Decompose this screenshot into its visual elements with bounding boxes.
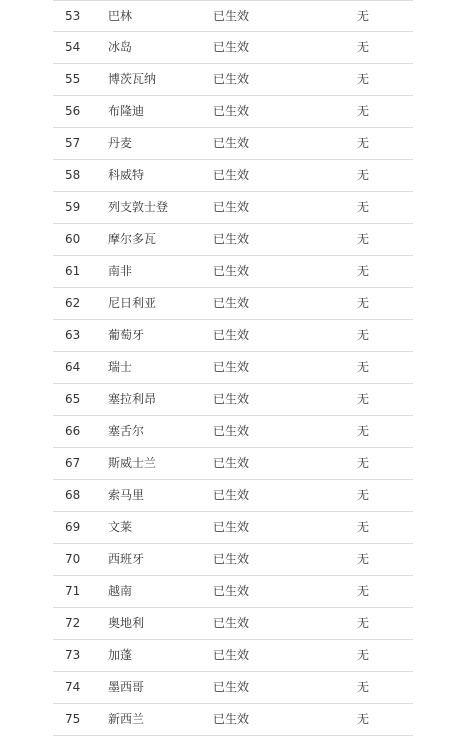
- remark-text: 无: [357, 584, 370, 598]
- row-number: 59: [65, 200, 81, 214]
- row-number: 64: [65, 360, 81, 374]
- row-number: 66: [65, 424, 81, 438]
- country-name: 加蓬: [108, 648, 133, 662]
- table-row: [53, 544, 413, 576]
- country-name: 墨西哥: [108, 680, 145, 694]
- remark-text: 无: [357, 40, 370, 54]
- row-number: 73: [65, 648, 81, 662]
- remark-text: 无: [357, 424, 370, 438]
- remark-text: 无: [357, 360, 370, 374]
- remark-text: 无: [357, 296, 370, 310]
- country-name: 博茨瓦纳: [108, 72, 157, 86]
- remark-text: 无: [357, 136, 370, 150]
- row-number: 68: [65, 488, 81, 502]
- country-name: 塞舌尔: [108, 424, 145, 438]
- country-name: 布隆迪: [108, 104, 145, 118]
- status-text: 已生效: [213, 328, 250, 342]
- table-row: [53, 512, 413, 544]
- row-number: 71: [65, 584, 81, 598]
- country-name: 索马里: [108, 488, 145, 502]
- remark-text: 无: [357, 200, 370, 214]
- status-text: 已生效: [213, 168, 250, 182]
- status-text: 已生效: [213, 360, 250, 374]
- status-text: 已生效: [213, 584, 250, 598]
- status-text: 已生效: [213, 136, 250, 150]
- remark-text: 无: [357, 72, 370, 86]
- remark-text: 无: [357, 328, 370, 342]
- status-text: 已生效: [213, 40, 250, 54]
- row-number: 54: [65, 40, 81, 54]
- table-row: [53, 64, 413, 96]
- table-row: [53, 448, 413, 480]
- row-number: 63: [65, 328, 81, 342]
- remark-text: 无: [357, 520, 370, 534]
- country-name: 瑞士: [108, 360, 133, 374]
- row-number: 69: [65, 520, 81, 534]
- row-number: 62: [65, 296, 81, 310]
- row-number: 70: [65, 552, 81, 566]
- country-name: 尼日利亚: [108, 296, 157, 310]
- remark-text: 无: [357, 552, 370, 566]
- row-number: 57: [65, 136, 81, 150]
- status-text: 已生效: [213, 616, 250, 630]
- status-text: 已生效: [213, 104, 250, 118]
- table-row: [53, 224, 413, 256]
- row-number: 61: [65, 264, 81, 278]
- status-text: 已生效: [213, 520, 250, 534]
- row-number: 72: [65, 616, 81, 630]
- country-name: 奥地利: [108, 616, 145, 630]
- status-text: 已生效: [213, 232, 250, 246]
- row-number: 60: [65, 232, 81, 246]
- table-row: [53, 416, 413, 448]
- country-name: 冰岛: [108, 40, 133, 54]
- table-row: [53, 288, 413, 320]
- row-number: 75: [65, 712, 81, 726]
- country-name: 新西兰: [108, 712, 145, 726]
- country-name: 文莱: [108, 520, 133, 534]
- status-text: 已生效: [213, 456, 250, 470]
- country-name: 塞拉利昂: [108, 392, 157, 406]
- country-name: 斯威士兰: [108, 456, 157, 470]
- table-row: [53, 0, 413, 32]
- row-number: 58: [65, 168, 81, 182]
- table-row: [53, 576, 413, 608]
- remark-text: 无: [357, 168, 370, 182]
- remark-text: 无: [357, 232, 370, 246]
- agreements-table: [53, 0, 413, 736]
- status-text: 已生效: [213, 648, 250, 662]
- remark-text: 无: [357, 712, 370, 726]
- country-name: 南非: [108, 264, 133, 278]
- remark-text: 无: [357, 648, 370, 662]
- country-name: 巴林: [108, 9, 133, 23]
- table-row: [53, 128, 413, 160]
- country-name: 摩尔多瓦: [108, 232, 157, 246]
- status-text: 已生效: [213, 200, 250, 214]
- row-number: 55: [65, 72, 81, 86]
- row-number: 65: [65, 392, 81, 406]
- country-name: 越南: [108, 584, 133, 598]
- row-number: 74: [65, 680, 81, 694]
- remark-text: 无: [357, 264, 370, 278]
- remark-text: 无: [357, 104, 370, 118]
- table-row: [53, 320, 413, 352]
- country-name: 列支敦士登: [108, 200, 169, 214]
- country-name: 科威特: [108, 168, 145, 182]
- row-number: 56: [65, 104, 81, 118]
- remark-text: 无: [357, 488, 370, 502]
- table-row: [53, 672, 413, 704]
- status-text: 已生效: [213, 424, 250, 438]
- table-row: [53, 96, 413, 128]
- remark-text: 无: [357, 616, 370, 630]
- row-number: 67: [65, 456, 81, 470]
- status-text: 已生效: [213, 552, 250, 566]
- table-row: [53, 32, 413, 64]
- country-name: 葡萄牙: [108, 328, 145, 342]
- status-text: 已生效: [213, 72, 250, 86]
- remark-text: 无: [357, 9, 370, 23]
- country-name: 丹麦: [108, 136, 133, 150]
- table-row: [53, 704, 413, 736]
- remark-text: 无: [357, 680, 370, 694]
- status-text: 已生效: [213, 712, 250, 726]
- status-text: 已生效: [213, 488, 250, 502]
- table-row: [53, 160, 413, 192]
- table-row: [53, 256, 413, 288]
- status-text: 已生效: [213, 9, 250, 23]
- table-row: [53, 352, 413, 384]
- table-row: [53, 640, 413, 672]
- remark-text: 无: [357, 456, 370, 470]
- status-text: 已生效: [213, 680, 250, 694]
- table-row: [53, 192, 413, 224]
- status-text: 已生效: [213, 296, 250, 310]
- remark-text: 无: [357, 392, 370, 406]
- table-row: [53, 608, 413, 640]
- table-row: [53, 384, 413, 416]
- country-name: 西班牙: [108, 552, 145, 566]
- row-number: 53: [65, 9, 81, 23]
- status-text: 已生效: [213, 392, 250, 406]
- status-text: 已生效: [213, 264, 250, 278]
- table-row: [53, 480, 413, 512]
